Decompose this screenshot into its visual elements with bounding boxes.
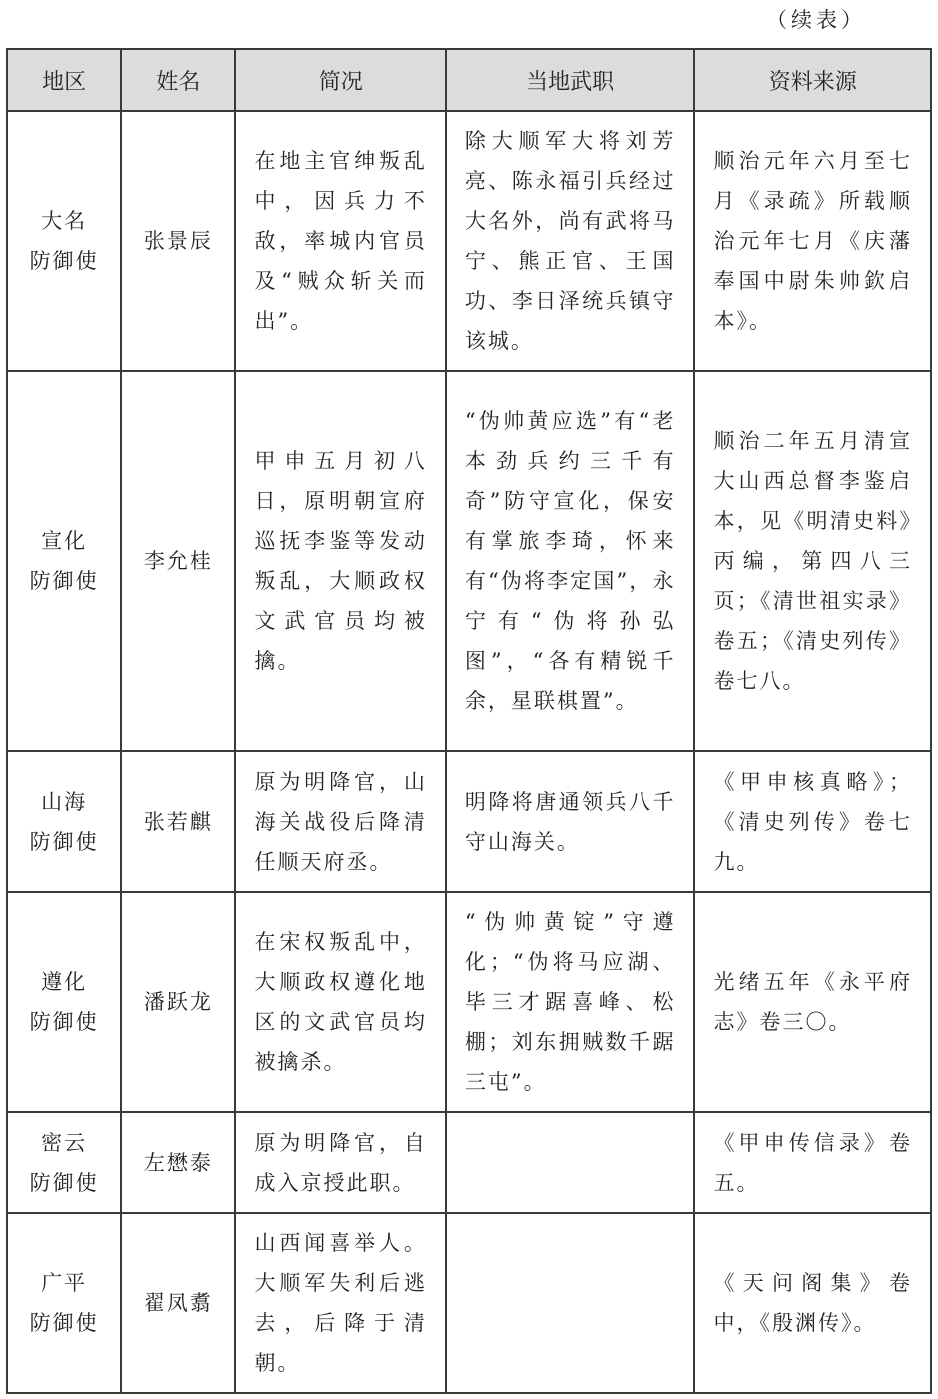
region-title: 防御使 [29,1010,99,1034]
source-cell: 《天问阁集》卷中，《殷渊传》。 [694,1213,931,1393]
header-local-post: 当地武职 [446,49,695,111]
local-post-cell [446,1213,695,1393]
summary-cell: 甲申五月初八日，原明朝宣府巡抚李鉴等发动叛乱，大顺政权文武官员均被擒。 [235,371,445,751]
summary-cell: 在宋权叛乱中，大顺政权遵化地区的文武官员均被擒杀。 [235,892,445,1112]
name-cell: 张若麒 [121,751,235,892]
summary-cell: 原为明降官，自成入京授此职。 [235,1112,445,1213]
source-cell: 《甲申传信录》卷五。 [694,1112,931,1213]
table-row [7,892,931,1112]
source-cell: 光绪五年《永平府志》卷三〇。 [694,892,931,1112]
header-name: 姓名 [121,49,235,111]
source-cell: 《甲申核真略》；《清史列传》卷七九。 [694,751,931,892]
region-cell [7,111,121,371]
name-cell: 翟凤翥 [121,1213,235,1393]
name-cell: 潘跃龙 [121,892,235,1112]
summary-cell: 原为明降官，山海关战役后降清任顺天府丞。 [235,751,445,892]
region-title: 防御使 [29,829,99,854]
region-title: 防御使 [29,1170,99,1195]
region-name: 遵化 [41,970,88,994]
table-row [7,751,931,892]
local-post-cell: 明降将唐通领兵八千守山海关。 [446,751,695,892]
region-cell [7,371,121,751]
region-title: 防御使 [29,249,99,273]
region-name: 宣化 [41,529,88,553]
source-cell: 顺治元年六月至七月《录疏》所载顺治元年七月《庆藩奉国中尉朱帅欽启本》。 [694,111,931,371]
region-title: 防御使 [29,569,99,593]
region-name: 广平 [41,1271,88,1295]
summary-cell: 在地主官绅叛乱中，因兵力不敌，率城内官员及“贼众斩关而出”。 [235,111,445,371]
name-cell: 左懋泰 [121,1112,235,1213]
region-cell [7,1213,121,1393]
local-post-cell [446,1112,695,1213]
region-name: 密云 [41,1130,88,1155]
region-cell [7,751,121,892]
region-cell [7,892,121,1112]
region-cell [7,1112,121,1213]
officials-table [6,48,932,1394]
name-cell: 张景辰 [121,111,235,371]
source-cell: 顺治二年五月清宣大山西总督李鉴启本，见《明清史料》丙编，第四八三页；《清世祖实录》卷五；《清史列传》卷七八。 [694,371,931,751]
name-cell: 李允桂 [121,371,235,751]
region-name: 大名 [41,209,88,233]
header-region: 地区 [7,49,121,111]
table-row [7,371,931,751]
table-row [7,1112,931,1213]
table-row [7,111,931,371]
header-source: 资料来源 [694,49,931,111]
summary-cell: 山西闻喜举人。大顺军失利后逃去，后降于清朝。 [235,1213,445,1393]
region-name: 山海 [41,789,88,814]
header-summary: 简况 [235,49,445,111]
region-title: 防御使 [29,1311,99,1335]
local-post-cell: “伪帅黄应选”有“老本劲兵约三千有奇”防守宣化，保安有掌旅李琦，怀来有“伪将李定国”，永宁有“伪将孙弘图”，“各有精锐千余，星联棋置”。 [446,371,695,751]
continued-table-label: （续表） [766,8,866,32]
table-row [7,1213,931,1393]
local-post-cell: “伪帅黄锭”守遵化；“伪将马应湖、毕三才踞喜峰、松棚；刘东拥贼数千踞三屯”。 [446,892,695,1112]
local-post-cell: 除大顺军大将刘芳亮、陈永福引兵经过大名外，尚有武将马宁、熊正官、王国功、李日泽统兵镇守该城。 [446,111,695,371]
table-header-row [7,49,931,111]
